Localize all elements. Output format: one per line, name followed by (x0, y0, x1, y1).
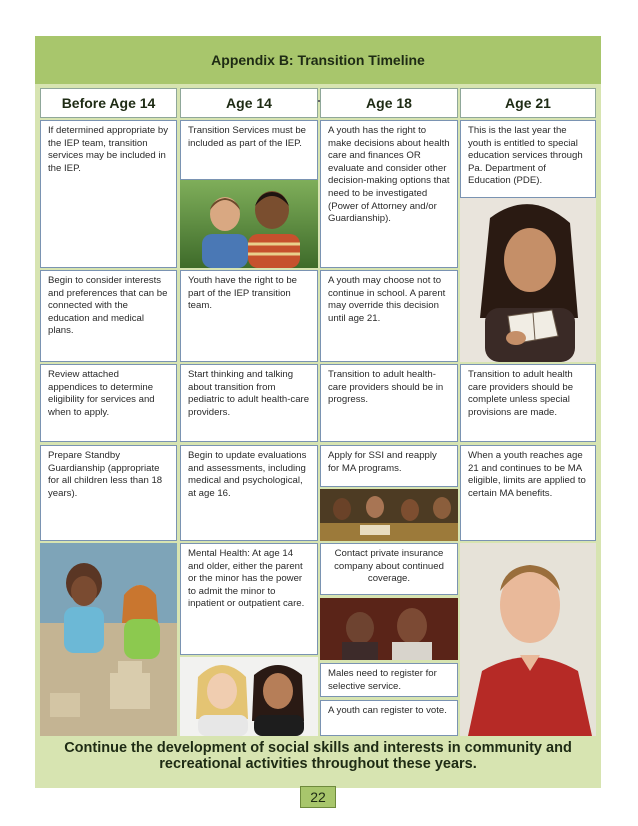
before14-item: If determined appropriate by the IEP team, transition services may be included in the IEP. (40, 120, 177, 268)
before14-item: Prepare Standby Guardianship (appropriate for all children less than 18 years). (40, 445, 177, 541)
age21-item: When a youth reaches age 21 and continues to be MA eligible, limits are applied to certain MA benefits. (460, 445, 596, 541)
header-age-21: Age 21 (460, 88, 596, 118)
age14-item: Youth have the right to be part of the IEP transition team. (180, 270, 318, 362)
photo-girl-reading (460, 198, 596, 362)
age14-item: Begin to update evaluations and assessments, including medical and psychological, at age 16. (180, 445, 318, 541)
age21-item: Transition to adult health care providers should be complete unless special provisions are made. (460, 364, 596, 442)
stray-dot (318, 100, 320, 102)
header-age-18: Age 18 (320, 88, 458, 118)
age18-item: A youth may choose not to continue in school. A parent may override this decision until age 21. (320, 270, 458, 362)
age18-item: Apply for SSI and reapply for MA programs. (320, 445, 458, 487)
photo-young-man-red-shirt (460, 543, 596, 736)
before14-item: Begin to consider interests and preferences that can be connected with the education and medical plans. (40, 270, 177, 362)
footer-banner: Continue the development of social skills and interests in community and recreational activities throughout these years. (64, 740, 572, 772)
age18-item: Males need to register for selective service. (320, 663, 458, 697)
age14-item: Start thinking and talking about transition from pediatric to adult health-care providers. (180, 364, 318, 442)
photo-young-man (320, 598, 458, 660)
age18-item: Contact private insurance company about continued coverage. (320, 543, 458, 595)
photo-two-teen-girls (180, 657, 318, 736)
header-before-age-14: Before Age 14 (40, 88, 177, 118)
age14-item: Mental Health: At age 14 and older, either the parent or the minor has the power to admit the minor to inpatient or outpatient care. (180, 543, 318, 655)
age21-item: This is the last year the youth is entitled to special education services through Pa. Department of Education (PDE). (460, 120, 596, 198)
age18-item: A youth can register to vote. (320, 700, 458, 736)
page-number: 22 (300, 786, 336, 808)
header-age-14: Age 14 (180, 88, 318, 118)
page-title: Appendix B: Transition Timeline (211, 52, 425, 68)
before14-item: Review attached appendices to determine eligibility for services and when to apply. (40, 364, 177, 442)
age18-item: Transition to adult health-care providers should be in progress. (320, 364, 458, 442)
photo-group-studying (320, 489, 458, 541)
photo-two-boys (180, 180, 318, 268)
photo-girls-sandcastle (40, 543, 177, 736)
age18-item: A youth has the right to make decisions about health care and finances OR evaluate and consider other decision-making options that need to be investigated (Power of Attorney and/or Guardianship). (320, 120, 458, 268)
age14-item: Transition Services must be included as part of the IEP. (180, 120, 318, 180)
